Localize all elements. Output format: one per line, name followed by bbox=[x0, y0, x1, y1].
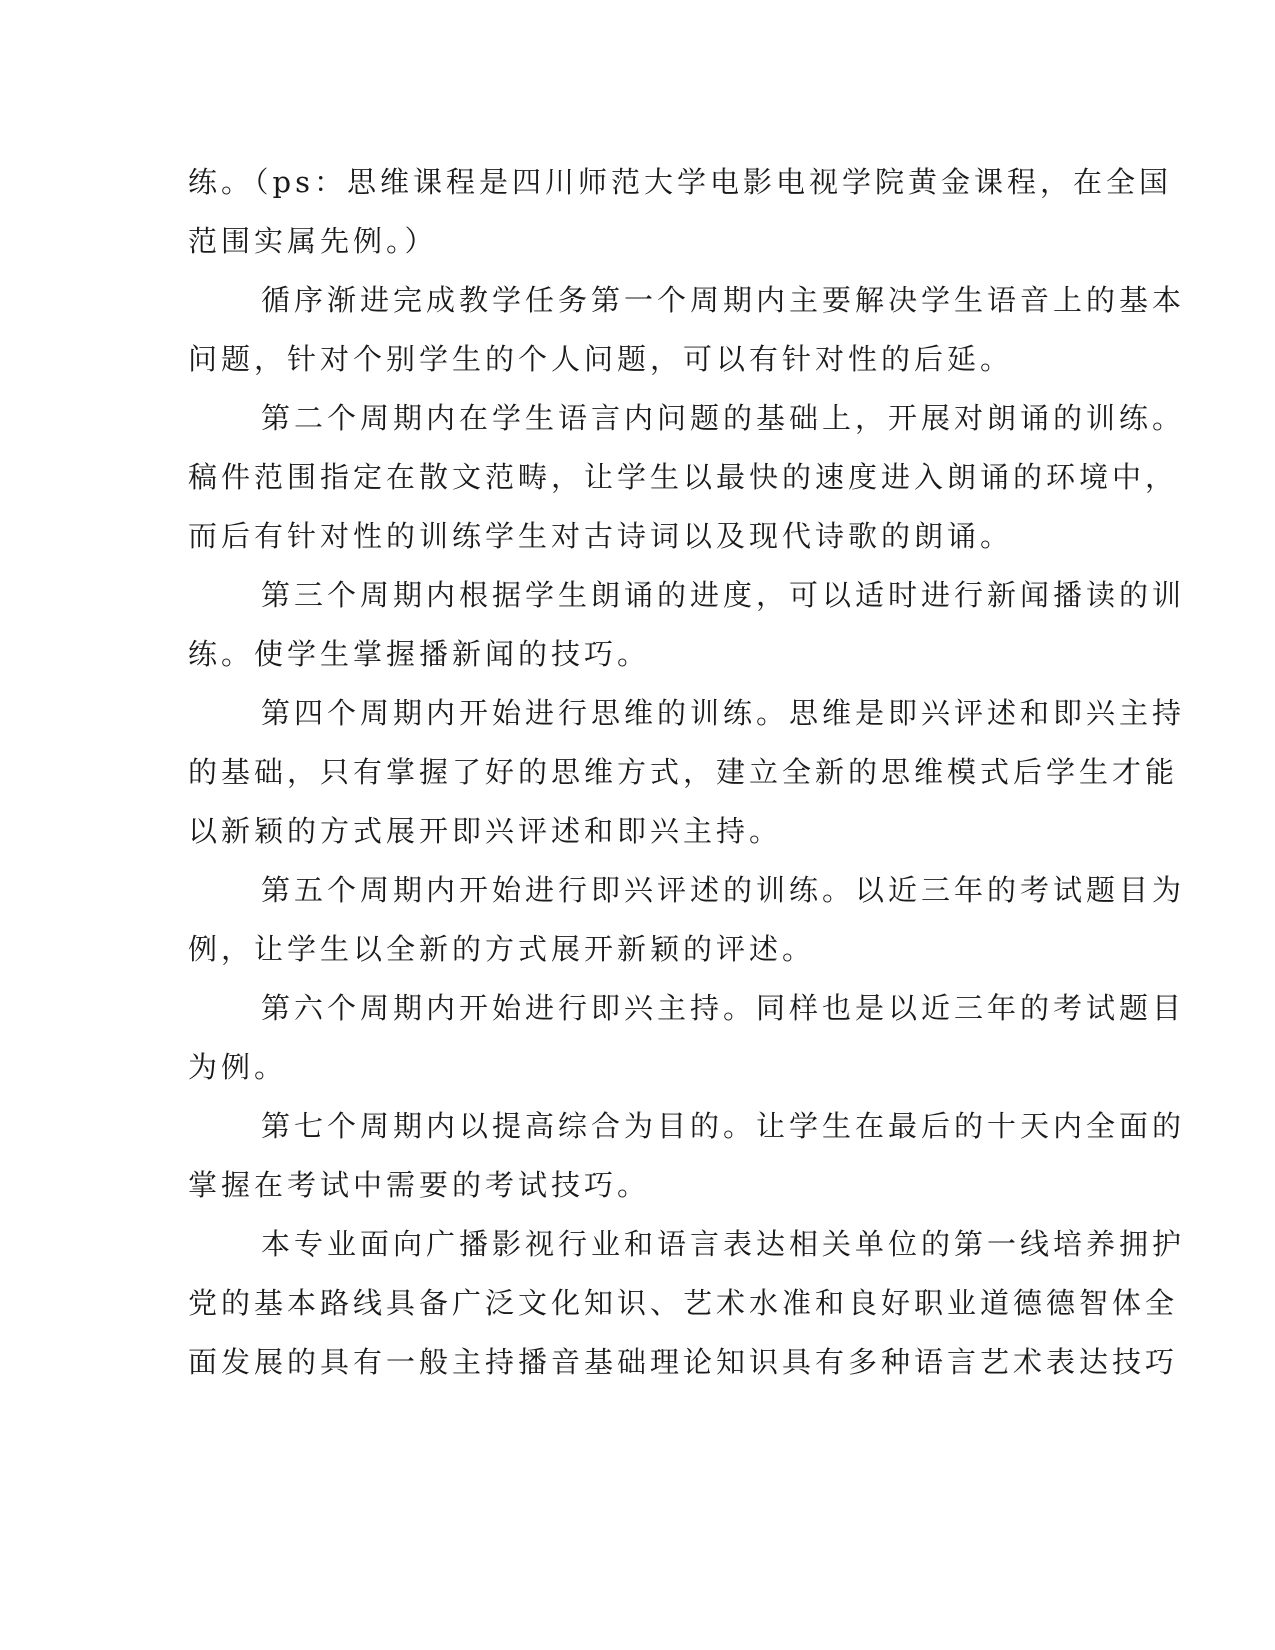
text-line: 循序渐进完成教学任务第一个周期内主要解决学生语音上的基本 bbox=[261, 283, 1186, 317]
text-line: 稿件范围指定在散文范畴，让学生以最快的速度进入朗诵的环境中， bbox=[188, 460, 1179, 494]
text-line: 例，让学生以全新的方式展开新颖的评述。 bbox=[188, 932, 816, 966]
text-line: 第四个周期内开始进行思维的训练。思维是即兴评述和即兴主持 bbox=[261, 696, 1186, 730]
text-line: 第六个周期内开始进行即兴主持。同样也是以近三年的考试题目 bbox=[261, 991, 1186, 1025]
text-line: 党的基本路线具备广泛文化知识、艺术水准和良好职业道德德智体全 bbox=[188, 1286, 1179, 1320]
text-line: 以新颖的方式展开即兴评述和即兴主持。 bbox=[188, 814, 783, 848]
text-line: 练。使学生掌握播新闻的技巧。 bbox=[188, 637, 651, 671]
text-line: 而后有针对性的训练学生对古诗词以及现代诗歌的朗诵。 bbox=[188, 519, 1014, 553]
text-line: 练。（ps：思维课程是四川师范大学电影电视学院黄金课程，在全国 bbox=[188, 165, 1172, 199]
text-line: 第二个周期内在学生语言内问题的基础上，开展对朗诵的训练。 bbox=[261, 401, 1186, 435]
text-line: 面发展的具有一般主持播音基础理论知识具有多种语言艺术表达技巧 bbox=[188, 1345, 1179, 1379]
text-line: 掌握在考试中需要的考试技巧。 bbox=[188, 1168, 651, 1202]
text-line: 为例。 bbox=[188, 1050, 288, 1084]
text-line: 问题，针对个别学生的个人问题，可以有针对性的后延。 bbox=[188, 342, 1014, 376]
text-line: 第三个周期内根据学生朗诵的进度，可以适时进行新闻播读的训 bbox=[261, 578, 1186, 612]
text-line: 范围实属先例。） bbox=[188, 224, 438, 258]
text-line: 的基础，只有掌握了好的思维方式，建立全新的思维模式后学生才能 bbox=[188, 755, 1179, 789]
text-line: 第五个周期内开始进行即兴评述的训练。以近三年的考试题目为 bbox=[261, 873, 1186, 907]
text-line: 第七个周期内以提高综合为目的。让学生在最后的十天内全面的 bbox=[261, 1109, 1186, 1143]
text-line: 本专业面向广播影视行业和语言表达相关单位的第一线培养拥护 bbox=[261, 1227, 1186, 1261]
